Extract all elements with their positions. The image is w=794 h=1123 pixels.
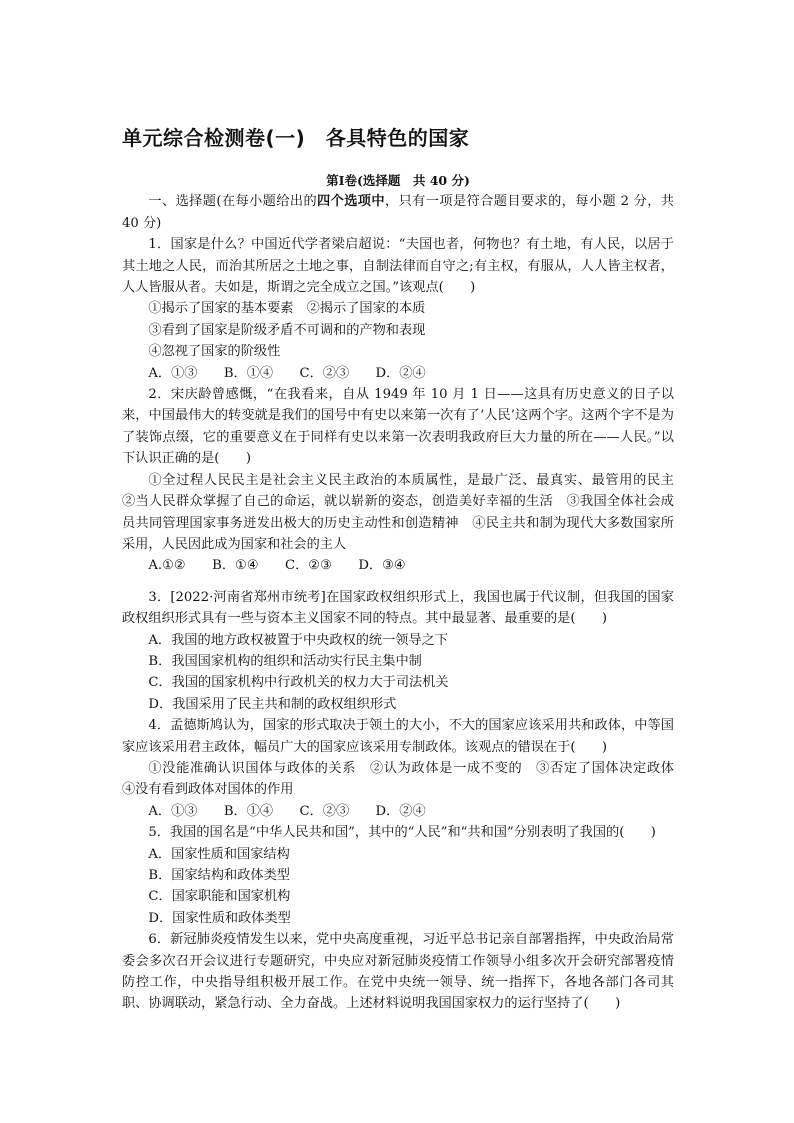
question-1-item: ④忽视了国家的阶级性 (148, 344, 281, 360)
question-3-choice: C．我国的国家机构中行政机关的权力大于司法机关 (148, 675, 449, 691)
question-3-choice: B．我国国家机构的组织和活动实行民主集中制 (148, 653, 422, 669)
question-5-choice: B．国家结构和政体类型 (148, 868, 290, 883)
section-heading: 第Ⅰ卷(选择题 共 40 分) (326, 173, 470, 188)
question-3-choice: D．我国采用了民主共和制的政权组织形式 (148, 696, 397, 712)
question-6-stem: 6．新冠肺炎疫情发生以来，党中央高度重视，习近平总书记亲自部署指挥，中央政治局常委会多次召开会议进行专题研究，中央应对新冠肺炎疫情工作领导小组多次开会研究部署疫情防控工作，中央指导组积极开展工作。在党中央统一领导、统一指挥下，各地各部门各司其职、协调联动，紧急行动、全力奋战。上述材料说明我国国家权力的运行坚持了( ) (122, 932, 674, 1012)
question-4-items: ①没能准确认识国体与政体的关系 ②认为政体是一成不变的 ③否定了国体决定政体 ④没有看到政体对国体的作用 (122, 760, 688, 798)
question-4-stem: 4．孟德斯鸠认为，国家的形式取决于领土的大小，不大的国家应该采用共和政体，中等国家应该采用君主政体，幅员广大的国家应该采用专制政体。该观点的错误在于( ) (122, 718, 674, 755)
question-5-stem: 5．我国的国名是“中华人民共和国”，其中的“人民”和“共和国”分别表明了我国的( ) (148, 825, 656, 841)
question-3-choice: A．我国的地方政权被置于中央政权的统一领导之下 (148, 632, 449, 648)
question-2-items: ①全过程人民民主是社会主义民主政治的本质属性，是最广泛、最真实、最管用的民主 ②当人民群众掌握了自己的命运，就以崭新的姿态，创造美好幸福的生活 ③我国全体社会成员共同管理国家事务迸发出极大的历史主动性和创造精神 ④民主共和制为现代大多数国家所采用，人民因此成为国家和社会的主人 (122, 472, 688, 552)
question-1-stem: 1．国家是什么？中国近代学者梁启超说：“夫国也者，何物也？有土地，有人民，以居于其土地之人民，而治其所居之土地之事，自制法律而自守之;有主权，有服从，人人皆主权者，人人皆服从者。夫如是，斯谓之完全成立之国。”该观点( ) (122, 237, 674, 296)
question-5-choice: C．国家职能和国家机构 (148, 889, 291, 905)
instruction-emphasis: 四个选项中 (317, 194, 385, 210)
question-1-item: ③看到了国家是阶级矛盾不可调和的产物和表现 (148, 322, 426, 338)
document-title: 单元综合检测卷(一) 各具特色的国家 (122, 126, 470, 150)
document-body (122, 170, 688, 1015)
question-1-options: A．①③ B．①④ C．②③ D．②④ (148, 365, 426, 381)
instruction: 一、选择题(在每小题给出的四个选项中，只有一项是符合题目要求的，每小题 2 分，共 40 分) (122, 194, 674, 231)
question-2-options: A.①② B．①④ C．②③ D．③④ (148, 558, 406, 574)
question-3-stem: 3．[2022·河南省郑州市统考]在国家政权组织形式上，我国也属于代议制，但我国的国家政权组织形式具有一些与资本主义国家不同的特点。其中最显著、最重要的是( ) (122, 589, 674, 627)
question-1-item: ①揭示了国家的基本要素 ②揭示了国家的本质 (148, 301, 426, 317)
question-5-choice: D．国家性质和政体类型 (148, 910, 291, 926)
question-4-options: A．①③ B．①④ C．②③ D．②④ (148, 803, 426, 819)
question-5-choice: A．国家性质和国家结构 (148, 846, 290, 862)
question-2-stem: 2．宋庆龄曾感慨，“在我看来，自从 1949 年 10 月 1 日——这具有历史意义的日子以来，中国最伟大的转变就是我们的国号中有史以来第一次有了‘人民’这两个字。这两个字不是为了装饰点缀，它的重要意义在于同样有史以来第一次表明我政府巨大力量的所在——人民。”以下认识正确的是( ) (122, 387, 674, 467)
